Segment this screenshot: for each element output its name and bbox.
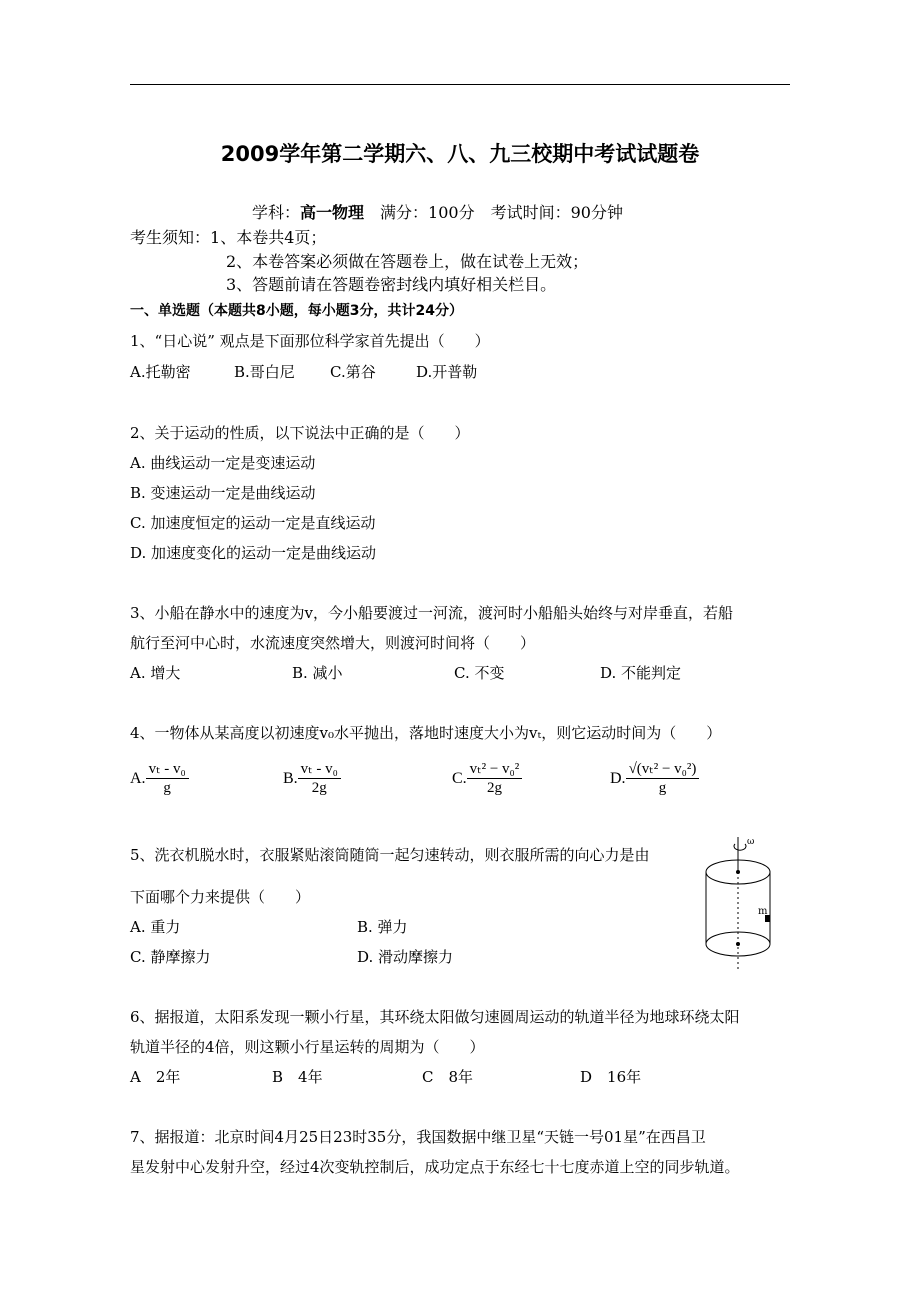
mass-label: m <box>758 906 768 917</box>
q1-options <box>130 362 477 382</box>
option-label: A. <box>130 769 146 787</box>
subject-line <box>252 203 623 223</box>
section-heading: 一、单选题（本题共8小题，每小题3分，共计24分） <box>130 303 463 319</box>
q5-stem: 5、洗衣机脱水时，衣服紧贴滚筒随筒一起匀速转动，则衣服所需的向心力是由 <box>130 846 650 864</box>
fraction <box>298 760 341 797</box>
denominator: g <box>658 780 667 796</box>
option: C. 加速度恒定的运动一定是直线运动 <box>130 514 376 532</box>
note-item: 2、本卷答案必须做在答题卷上，做在试卷上无效； <box>226 252 589 271</box>
q5-stem: 下面哪个力来提供（ ） <box>130 888 311 906</box>
q5-options <box>130 917 408 937</box>
q6-stem: 轨道半径的4倍，则这颗小行星运转的周期为（ ） <box>130 1038 485 1056</box>
omega-label: ω <box>747 837 755 847</box>
denominator: 2g <box>311 780 327 796</box>
option-label: D. <box>610 769 626 787</box>
option: B 4年 <box>272 1068 323 1086</box>
q7-stem: 7、据报道：北京时间4月25日23时35分，我国数据中继卫星“天链一号01星”在西昌卫 <box>130 1128 706 1146</box>
subject-label: 学科： <box>252 203 301 222</box>
numerator: vₜ - v₀ <box>146 760 189 779</box>
q2-stem: 2、关于运动的性质，以下说法中正确的是（ ） <box>130 424 470 442</box>
option-label: B. <box>283 769 298 787</box>
full-marks: 满分：100分 <box>380 203 475 222</box>
option: A.托勒密 <box>130 363 191 381</box>
denominator: g <box>163 780 171 796</box>
q1-stem: 1、“日心说” 观点是下面那位科学家首先提出（ ） <box>130 332 490 350</box>
option: D 16年 <box>580 1068 642 1086</box>
option: A 2年 <box>130 1068 181 1086</box>
option: D. 滑动摩擦力 <box>357 948 454 966</box>
q3-options <box>130 663 681 683</box>
spinning-drum-figure <box>700 832 790 977</box>
fraction <box>467 760 523 797</box>
option: A. 增大 <box>130 664 181 682</box>
notes-label: 考生须知： <box>130 228 211 247</box>
option-label: C. <box>452 769 467 787</box>
q6-stem: 6、据报道，太阳系发现一颗小行星，其环绕太阳做匀速圆周运动的轨道半径为地球环绕太阳 <box>130 1008 740 1026</box>
q6-options <box>130 1067 641 1087</box>
option: B.哥白尼 <box>234 363 295 381</box>
exam-time: 考试时间：90分钟 <box>490 203 623 222</box>
option: C. 静摩擦力 <box>130 948 211 966</box>
option: B. 减小 <box>292 664 343 682</box>
numerator: vₜ - v₀ <box>298 760 341 779</box>
subject: 高一物理 <box>300 203 365 222</box>
header-rule <box>130 84 790 85</box>
q4-option-d <box>610 760 699 797</box>
note-item: 1、本卷共4页； <box>210 228 327 247</box>
q3-stem: 3、小船在静水中的速度为v，今小船要渡过一河流，渡河时小船船头始终与对岸垂直，若船 <box>130 604 734 622</box>
numerator: vₜ² − v₀² <box>467 760 523 779</box>
q7-stem: 星发射中心发射升空，经过4次变轨控制后，成功定点于东经七十七度赤道上空的同步轨道。 <box>130 1158 740 1176</box>
denominator: 2g <box>486 780 502 796</box>
q5-options <box>130 947 453 967</box>
option: C 8年 <box>422 1068 474 1086</box>
option: D. 不能判定 <box>600 664 682 682</box>
q4-option-b <box>283 760 341 797</box>
option: B. 弹力 <box>357 918 408 936</box>
fraction <box>626 760 700 797</box>
option: B. 变速运动一定是曲线运动 <box>130 484 316 502</box>
note-item: 3、答题前请在答题卷密封线内填好相关栏目。 <box>226 275 557 294</box>
q4-stem: 4、一物体从某高度以初速度v₀水平抛出，落地时速度大小为vₜ，则它运动时间为（ ） <box>130 724 722 742</box>
fraction <box>146 760 189 797</box>
q3-stem: 航行至河中心时，水流速度突然增大，则渡河时间将（ ） <box>130 634 536 652</box>
option: A. 曲线运动一定是变速运动 <box>130 454 316 472</box>
q4-option-c <box>452 760 522 797</box>
option: C. 不变 <box>454 664 505 682</box>
numerator: √(vₜ² − v₀²) <box>626 760 700 779</box>
option: D.开普勒 <box>416 363 478 381</box>
page-title: 2009学年第二学期六、八、九三校期中考试试题卷 <box>220 142 700 166</box>
q4-option-a <box>130 760 189 797</box>
option: D. 加速度变化的运动一定是曲线运动 <box>130 544 377 562</box>
notes-1 <box>130 228 326 248</box>
option: A. 重力 <box>130 918 181 936</box>
option: C.第谷 <box>330 363 376 381</box>
